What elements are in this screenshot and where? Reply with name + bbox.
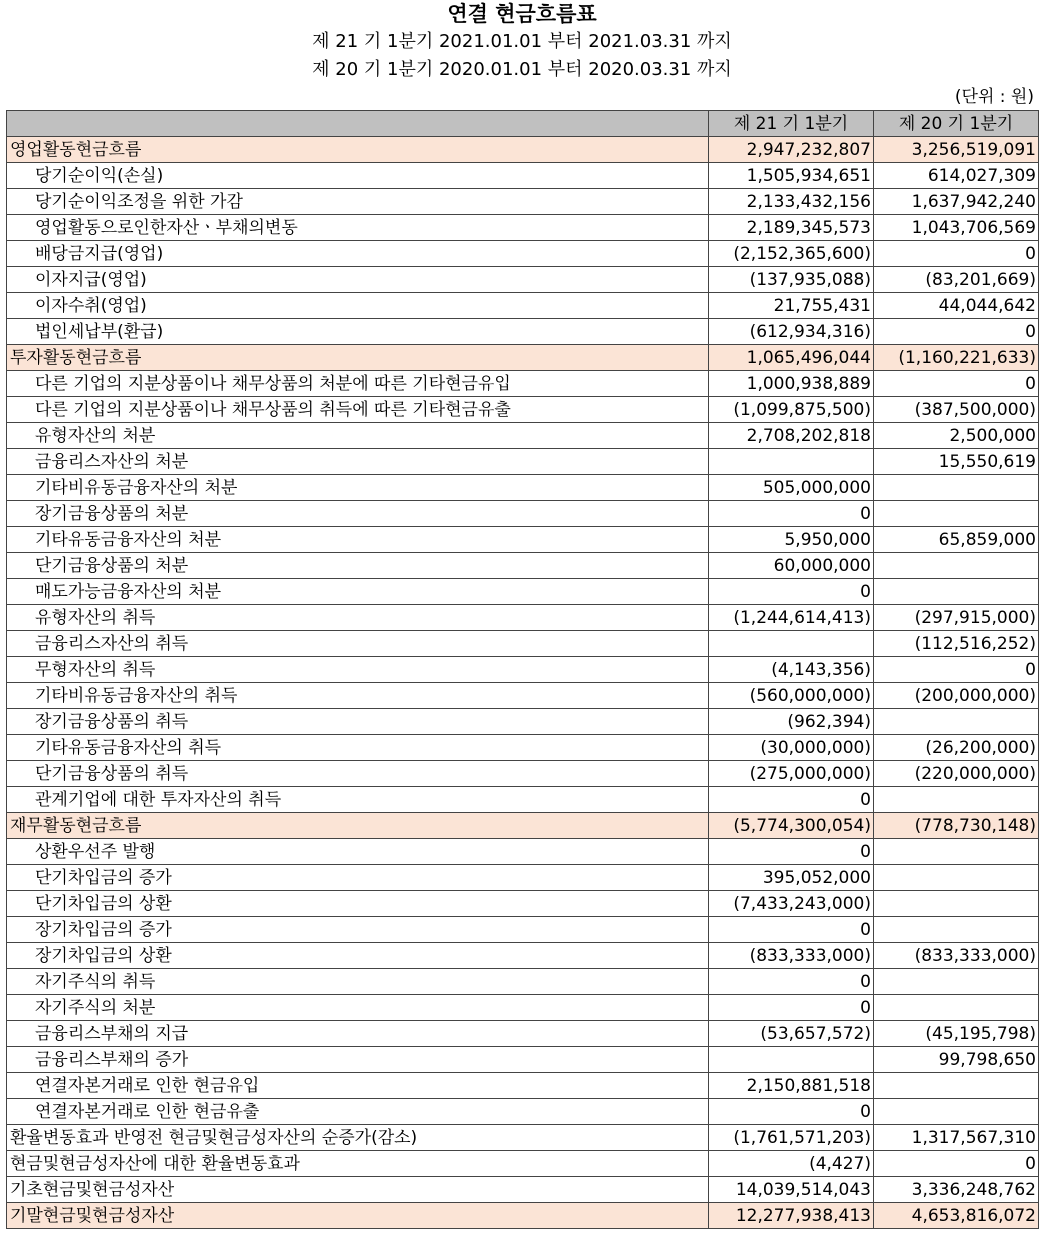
row-current-value: (137,935,088) <box>709 267 874 293</box>
row-prior-value <box>874 709 1039 735</box>
row-current-value <box>709 631 874 657</box>
row-current-value: 2,189,345,573 <box>709 215 874 241</box>
table-row <box>7 969 1039 995</box>
row-label: 유형자산의 취득 <box>7 605 709 631</box>
row-current-value: (2,152,365,600) <box>709 241 874 267</box>
row-label: 단기차입금의 상환 <box>7 891 709 917</box>
header-prior-period: 제 20 기 1분기 <box>874 111 1039 137</box>
row-label: 무형자산의 취득 <box>7 657 709 683</box>
row-current-value: 2,150,881,518 <box>709 1073 874 1099</box>
row-prior-value: 2,500,000 <box>874 423 1039 449</box>
row-prior-value: (833,333,000) <box>874 943 1039 969</box>
row-prior-value: (83,201,669) <box>874 267 1039 293</box>
row-label: 배당금지급(영업) <box>7 241 709 267</box>
row-label: 법인세납부(환급) <box>7 319 709 345</box>
row-label: 금융리스자산의 처분 <box>7 449 709 475</box>
row-current-value: 0 <box>709 917 874 943</box>
row-prior-value: 0 <box>874 241 1039 267</box>
row-prior-value <box>874 891 1039 917</box>
table-row <box>7 553 1039 579</box>
row-label: 매도가능금융자산의 처분 <box>7 579 709 605</box>
header-current-period: 제 21 기 1분기 <box>709 111 874 137</box>
row-prior-value: 0 <box>874 319 1039 345</box>
table-row <box>7 943 1039 969</box>
period-prior: 제 20 기 1분기 2020.01.01 부터 2020.03.31 까지 <box>312 59 732 80</box>
table-row <box>7 735 1039 761</box>
row-current-value: 12,277,938,413 <box>709 1203 874 1229</box>
table-row <box>7 1177 1039 1203</box>
row-current-value: (1,099,875,500) <box>709 397 874 423</box>
table-row <box>7 787 1039 813</box>
table-row <box>7 1203 1039 1229</box>
row-label: 투자활동현금흐름 <box>7 345 709 371</box>
row-label: 단기차입금의 증가 <box>7 865 709 891</box>
row-prior-value: 0 <box>874 657 1039 683</box>
row-prior-value <box>874 995 1039 1021</box>
row-prior-value: (112,516,252) <box>874 631 1039 657</box>
row-prior-value <box>874 969 1039 995</box>
row-current-value: 0 <box>709 501 874 527</box>
row-current-value: 0 <box>709 839 874 865</box>
row-label: 기타유동금융자산의 처분 <box>7 527 709 553</box>
table-row <box>7 215 1039 241</box>
row-label: 장기금융상품의 취득 <box>7 709 709 735</box>
table-row <box>7 475 1039 501</box>
row-label: 재무활동현금흐름 <box>7 813 709 839</box>
row-current-value <box>709 449 874 475</box>
table-header-row <box>7 111 1039 137</box>
row-label: 장기차입금의 증가 <box>7 917 709 943</box>
row-label: 영업활동으로인한자산ㆍ부채의변동 <box>7 215 709 241</box>
row-current-value: 2,947,232,807 <box>709 137 874 163</box>
row-current-value: 395,052,000 <box>709 865 874 891</box>
row-current-value: 14,039,514,043 <box>709 1177 874 1203</box>
row-label: 금융리스자산의 취득 <box>7 631 709 657</box>
row-label: 다른 기업의 지분상품이나 채무상품의 취득에 따른 기타현금유출 <box>7 397 709 423</box>
table-row <box>7 527 1039 553</box>
row-label: 상환우선주 발행 <box>7 839 709 865</box>
row-prior-value: 614,027,309 <box>874 163 1039 189</box>
row-prior-value: 0 <box>874 1151 1039 1177</box>
row-current-value: (612,934,316) <box>709 319 874 345</box>
row-current-value: (30,000,000) <box>709 735 874 761</box>
row-label: 기타비유동금융자산의 처분 <box>7 475 709 501</box>
table-row <box>7 865 1039 891</box>
row-prior-value: 3,336,248,762 <box>874 1177 1039 1203</box>
row-label: 이자지급(영업) <box>7 267 709 293</box>
table-row <box>7 501 1039 527</box>
table-row <box>7 1099 1039 1125</box>
table-row <box>7 917 1039 943</box>
row-current-value <box>709 1047 874 1073</box>
row-current-value: (5,774,300,054) <box>709 813 874 839</box>
row-label: 유형자산의 처분 <box>7 423 709 449</box>
row-label: 장기금융상품의 처분 <box>7 501 709 527</box>
row-label: 자기주식의 취득 <box>7 969 709 995</box>
table-row <box>7 683 1039 709</box>
table-row <box>7 1021 1039 1047</box>
cash-flow-table <box>6 110 1039 1229</box>
row-prior-value <box>874 579 1039 605</box>
table-row <box>7 709 1039 735</box>
table-row <box>7 761 1039 787</box>
row-prior-value <box>874 1073 1039 1099</box>
row-label: 기타유동금융자산의 취득 <box>7 735 709 761</box>
row-prior-value: (387,500,000) <box>874 397 1039 423</box>
table-row <box>7 319 1039 345</box>
table-row <box>7 657 1039 683</box>
row-prior-value <box>874 475 1039 501</box>
row-prior-value: 1,317,567,310 <box>874 1125 1039 1151</box>
row-label: 기초현금및현금성자산 <box>7 1177 709 1203</box>
period-current: 제 21 기 1분기 2021.01.01 부터 2021.03.31 까지 <box>312 31 732 52</box>
row-prior-value: (26,200,000) <box>874 735 1039 761</box>
table-row <box>7 423 1039 449</box>
row-prior-value: (778,730,148) <box>874 813 1039 839</box>
row-prior-value: 15,550,619 <box>874 449 1039 475</box>
table-row <box>7 345 1039 371</box>
table-row <box>7 397 1039 423</box>
row-current-value: 21,755,431 <box>709 293 874 319</box>
row-prior-value <box>874 1099 1039 1125</box>
row-current-value: (4,143,356) <box>709 657 874 683</box>
row-prior-value: 3,256,519,091 <box>874 137 1039 163</box>
row-current-value: 0 <box>709 969 874 995</box>
row-label: 관계기업에 대한 투자자산의 취득 <box>7 787 709 813</box>
row-prior-value <box>874 553 1039 579</box>
row-prior-value <box>874 787 1039 813</box>
row-prior-value: 0 <box>874 371 1039 397</box>
table-row <box>7 1047 1039 1073</box>
row-current-value: 2,133,432,156 <box>709 189 874 215</box>
table-row <box>7 449 1039 475</box>
row-label: 다른 기업의 지분상품이나 채무상품의 처분에 따른 기타현금유입 <box>7 371 709 397</box>
row-current-value: 0 <box>709 579 874 605</box>
row-current-value: 0 <box>709 1099 874 1125</box>
row-current-value: 1,000,938,889 <box>709 371 874 397</box>
row-label: 단기금융상품의 처분 <box>7 553 709 579</box>
row-label: 단기금융상품의 취득 <box>7 761 709 787</box>
table-row <box>7 241 1039 267</box>
row-prior-value: 65,859,000 <box>874 527 1039 553</box>
row-label: 장기차입금의 상환 <box>7 943 709 969</box>
row-current-value: (7,433,243,000) <box>709 891 874 917</box>
table-row <box>7 605 1039 631</box>
table-row <box>7 1151 1039 1177</box>
row-prior-value <box>874 865 1039 891</box>
row-label: 금융리스부채의 증가 <box>7 1047 709 1073</box>
table-row <box>7 293 1039 319</box>
row-label: 연결자본거래로 인한 현금유출 <box>7 1099 709 1125</box>
statement-title: 연결 현금흐름표 <box>447 2 597 26</box>
row-label: 기말현금및현금성자산 <box>7 1203 709 1229</box>
row-label: 이자수취(영업) <box>7 293 709 319</box>
row-prior-value: (297,915,000) <box>874 605 1039 631</box>
table-row <box>7 813 1039 839</box>
row-prior-value: 1,637,942,240 <box>874 189 1039 215</box>
row-label: 현금및현금성자산에 대한 환율변동효과 <box>7 1151 709 1177</box>
row-current-value: (4,427) <box>709 1151 874 1177</box>
row-current-value: (53,657,572) <box>709 1021 874 1047</box>
row-current-value: (560,000,000) <box>709 683 874 709</box>
row-prior-value: (45,195,798) <box>874 1021 1039 1047</box>
row-current-value: (962,394) <box>709 709 874 735</box>
table-row <box>7 1125 1039 1151</box>
row-prior-value <box>874 501 1039 527</box>
row-prior-value: 99,798,650 <box>874 1047 1039 1073</box>
table-row <box>7 579 1039 605</box>
row-current-value: (833,333,000) <box>709 943 874 969</box>
unit-label: (단위 : 원) <box>954 87 1034 107</box>
table-row <box>7 631 1039 657</box>
row-label: 당기순이익조정을 위한 가감 <box>7 189 709 215</box>
row-label: 영업활동현금흐름 <box>7 137 709 163</box>
table-row <box>7 137 1039 163</box>
row-prior-value <box>874 839 1039 865</box>
row-current-value: 2,708,202,818 <box>709 423 874 449</box>
table-row <box>7 163 1039 189</box>
table-row <box>7 1073 1039 1099</box>
row-prior-value <box>874 917 1039 943</box>
row-prior-value: 44,044,642 <box>874 293 1039 319</box>
row-current-value: (1,761,571,203) <box>709 1125 874 1151</box>
row-current-value: 1,065,496,044 <box>709 345 874 371</box>
row-current-value: 60,000,000 <box>709 553 874 579</box>
row-current-value: 505,000,000 <box>709 475 874 501</box>
table-row <box>7 189 1039 215</box>
row-current-value: 1,505,934,651 <box>709 163 874 189</box>
table-row <box>7 891 1039 917</box>
row-prior-value: (1,160,221,633) <box>874 345 1039 371</box>
row-label: 연결자본거래로 인한 현금유입 <box>7 1073 709 1099</box>
row-current-value: (275,000,000) <box>709 761 874 787</box>
row-current-value: (1,244,614,413) <box>709 605 874 631</box>
header-label <box>7 111 709 137</box>
row-label: 당기순이익(손실) <box>7 163 709 189</box>
table-row <box>7 371 1039 397</box>
row-current-value: 0 <box>709 995 874 1021</box>
table-row <box>7 267 1039 293</box>
row-prior-value: 4,653,816,072 <box>874 1203 1039 1229</box>
row-prior-value: (220,000,000) <box>874 761 1039 787</box>
row-current-value: 5,950,000 <box>709 527 874 553</box>
row-prior-value: (200,000,000) <box>874 683 1039 709</box>
row-label: 자기주식의 처분 <box>7 995 709 1021</box>
row-label: 기타비유동금융자산의 취득 <box>7 683 709 709</box>
row-label: 금융리스부채의 지급 <box>7 1021 709 1047</box>
row-prior-value: 1,043,706,569 <box>874 215 1039 241</box>
row-current-value: 0 <box>709 787 874 813</box>
table-row <box>7 839 1039 865</box>
row-label: 환율변동효과 반영전 현금및현금성자산의 순증가(감소) <box>7 1125 709 1151</box>
table-row <box>7 995 1039 1021</box>
